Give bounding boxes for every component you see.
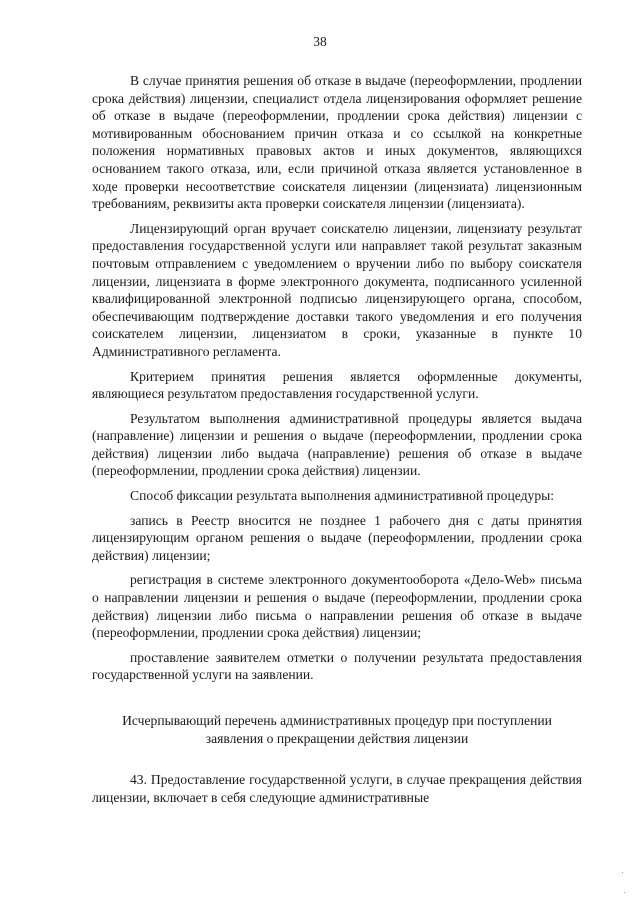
paragraph-refusal-decision: В случае принятия решения об отказе в выдаче (переоформлении, продлении срока действия) лицензии, специалист отдела лицензирования оформляет решение об отказе в выдаче (переоформлении, продлении срока действия) лицензии с мотивированным обоснованием причин отказа и со ссылкой на конкретные положения нормативных правовых актов и иных документов, являющихся основанием такого отказа, или, если причиной отказа является установленное в ходе проверки несоответствие соискателя лицензии (лицензиата) лицензионным требованиям, реквизиты акта проверки соискателя лицензии (лицензиата). [92,73,582,212]
paragraph-fixation-method: Способ фиксации результата выполнения административной процедуры: [130,488,555,504]
paragraph-applicant-mark: проставление заявителем отметки о получении результата предоставления государственной услуги на заявлении. [92,649,582,683]
paragraph-edms-registration: регистрация в системе электронного документооборота «Дело-Web» письма о направлении лицензии и решения о выдаче (переоформлении, продлении срока действия) лицензии либо письма о направлении решения об отказе в выдаче (переоформлении, продлении срока действия) лицензии; [92,572,582,641]
document-body [92,72,582,806]
paragraph-delivery-of-result: Лицензирующий орган вручает соискателю лицензии, лицензиату результат предоставления государственной услуги или направляет такой результат заказным почтовым отправлением с уведомлением о вручении либо по выбору соискателя лицензии, лицензиата в форме электронного документа, подписанного усиленной квалифицированной электронной подписью лицензирующего органа, способом, обеспечивающим подтверждение доставки такого уведомления и его получения соискателем лицензии, лицензиатом в сроки, указанные в пункте 10 Административного регламента. [92,220,582,359]
scan-speck [624,892,625,893]
scan-speck [622,872,623,873]
paragraph-registry-entry: запись в Реестр вносится не позднее 1 рабочего дня с даты принятия лицензирующим органом решения о выдаче (переоформлении, продлении срока действия) лицензии; [92,512,582,563]
paragraph-procedure-result: Результатом выполнения административной процедуры является выдача (направление) лицензии и решения о выдаче (переоформлении, продлении срока действия) лицензии либо выдача (направление) решения об отказе в выдаче (переоформлении, продлении срока действия) лицензии. [92,410,582,479]
section-heading: Исчерпывающий перечень административных процедур при поступлении заявления о прекращении действия лицензии [122,713,552,746]
paragraph-item-43: 43. Предоставление государственной услуги, в случае прекращения действия лицензии, включает в себя следующие административные [92,772,582,805]
page-number: 38 [313,34,327,49]
paragraph-decision-criterion: Критерием принятия решения является оформленные документы, являющиеся результатом предоставления государственной услуги. [92,368,582,402]
